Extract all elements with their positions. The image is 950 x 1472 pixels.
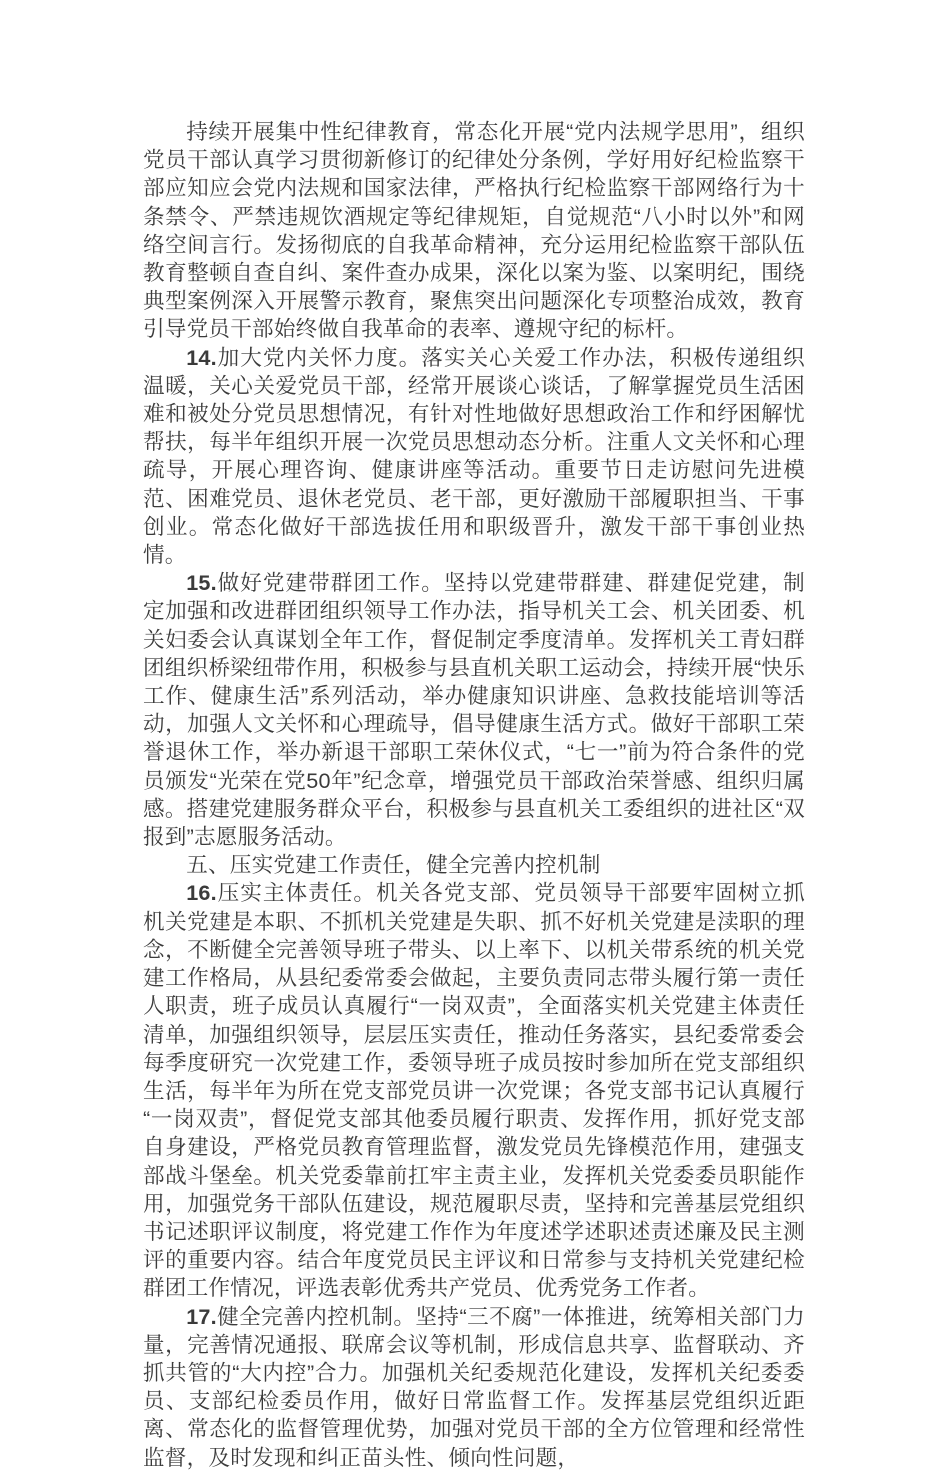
item-number-15: 15. — [186, 570, 217, 596]
section-heading-five — [143, 851, 805, 879]
paragraph-text: 健全完善内控机制。坚持“三不腐”一体推进，统筹相关部门力量，完善情况通报、联席会议等机制，形成信息共享、监督联动、齐抓共管的“大内控”合力。加强机关纪委规范化建设，发挥机关纪委委员、支部纪检委员作用，做好日常监督工作。发挥基层党组织近距离、常态化的监督管理优势，加强对党员干部的全方位管理和经常性监督，及时发现和纠正苗头性、倾向性问题， — [143, 1303, 805, 1470]
item-number-17: 17. — [186, 1303, 217, 1329]
paragraph-item-16 — [143, 879, 805, 1302]
document-text-body — [143, 118, 805, 1472]
paragraph-continuing-discipline-education — [143, 118, 805, 344]
paragraph-item-14 — [143, 344, 805, 570]
paragraph-item-15 — [143, 569, 805, 851]
paragraph-text: 持续开展集中性纪律教育，常态化开展“党内法规学思用”，组织党员干部认真学习贯彻新修订的纪律处分条例，学好用好纪检监察干部应知应会党内法规和国家法律，严格执行纪检监察干部网络行为十条禁令、严禁违规饮酒规定等纪律规矩，自觉规范“八小时以外”和网络空间言行。发扬彻底的自我革命精神，充分运用纪检监察干部队伍教育整顿自查自纠、案件查办成果，深化以案为鉴、以案明纪，围绕典型案例深入开展警示教育，聚焦突出问题深化专项整治成效，教育引导党员干部始终做自我革命的表率、遵规守纪的标杆。 — [143, 119, 805, 342]
paragraph-text: 做好党建带群团工作。坚持以党建带群建、群建促党建，制定加强和改进群团组织领导工作办法，指导机关工会、机关团委、机关妇委会认真谋划全年工作，督促制定季度清单。发挥机关工青妇群团组织桥梁纽带作用，积极参与县直机关职工运动会，持续开展“快乐工作、健康生活”系列活动，举办健康知识讲座、急救技能培训等活动，加强人文关怀和心理疏导，倡导健康生活方式。做好干部职工荣誉退休工作，举办新退干部职工荣休仪式，“七一”前为符合条件的党员颁发“光荣在党50年”纪念章，增强党员干部政治荣誉感、组织归属感。搭建党建服务群众平台，积极参与县直机关工委组织的进社区“双报到”志愿服务活动。 — [143, 570, 805, 850]
paragraph-text: 加大党内关怀力度。落实关心关爱工作办法，积极传递组织温暖，关心关爱党员干部，经常开展谈心谈话，了解掌握党员生活困难和被处分党员思想情况，有针对性地做好思想政治工作和纾困解忧帮扶，每半年组织开展一次党员思想动态分析。注重人文关怀和心理疏导，开展心理咨询、健康讲座等活动。重要节日走访慰问先进模范、困难党员、退休老党员、老干部，更好激励干部履职担当、干事创业。常态化做好干部选拔任用和职级晋升，激发干部干事创业热情。 — [143, 344, 805, 568]
item-number-14: 14. — [186, 344, 217, 370]
paragraph-item-17 — [143, 1303, 805, 1472]
paragraph-text: 压实主体责任。机关各党支部、党员领导干部要牢固树立抓机关党建是本职、不抓机关党建是失职、抓不好机关党建是渎职的理念，不断健全完善领导班子带头、以上率下、以机关带系统的机关党建工作格局，从县纪委常委会做起，主要负责同志带头履行第一责任人职责，班子成员认真履行“一岗双责”，全面落实机关党建主体责任清单，加强组织领导，层层压实责任，推动任务落实，县纪委常委会每季度研究一次党建工作，委领导班子成员按时参加所在党支部组织生活，每半年为所在党支部党员讲一次党课；各党支部书记认真履行“一岗双责”，督促党支部其他委员履行职责、发挥作用，抓好党支部自身建设，严格党员教育管理监督，激发党员先锋模范作用，建强支部战斗堡垒。机关党委靠前扛牢主责主业，发挥机关党委委员职能作用，加强党务干部队伍建设，规范履职尽责，坚持和完善基层党组织书记述职评议制度，将党建工作作为年度述学述职述责述廉及民主测评的重要内容。结合年度党员民主评议和日常参与支持机关党建纪检群团工作情况，评选表彰优秀共产党员、优秀党务工作者。 — [143, 880, 805, 1301]
section-heading-text: 五、压实党建工作责任，健全完善内控机制 — [186, 852, 601, 878]
item-number-16: 16. — [186, 880, 217, 906]
